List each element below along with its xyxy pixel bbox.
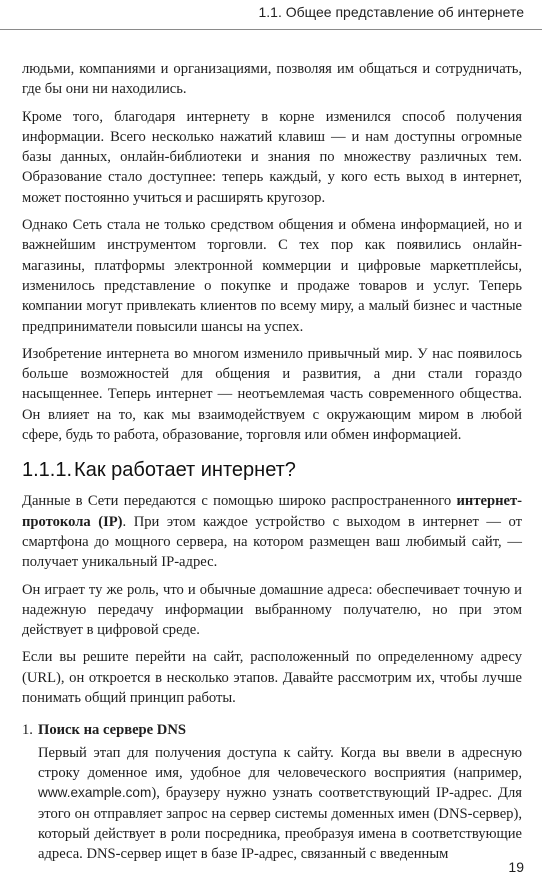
page-body [22,59,522,864]
intro-bold-term: интернет-протокола (IP) [22,493,522,530]
page-number: 19 [508,859,524,875]
step-item [22,720,522,864]
paragraph: Изобретение интернета во многом изменило привычный мир. У нас появилось больше возможностей для общения и развития, а дни стали гораздо насыщеннее. Теперь интернет — неотъемлемая часть современного общества. Он влияет на то, как мы взаимодействуем с окружающим миром в любой сфере, будь то работа, образование, торговля или обмен информацией. [22,345,522,444]
intro-text: Данные в Сети передаются с помощью широко распространенного [22,493,457,510]
section-intro-paragraph [22,491,522,572]
step-number: 1. [22,722,33,739]
section-title: Как работает интернет? [74,459,296,482]
paragraph: Однако Сеть стала не только средством общения и обмена информацией, но и важнейшим инструментом торговли. С тех пор как появились онлайн-магазины, платформы электронной коммерции и цифровые маркетплейсы, изменилось представление о покупке и продаже товаров и услуг. Теперь компании могут привлекать клиентов по всему миру, а малый бизнес и частные предприниматели повысили шансы на успех. [22,217,522,335]
paragraph: Он играет ту же роль, что и обычные домашние адреса: обеспечивает точную и надежную передачу информации выбранному получателю, но при этом действует в цифровой среде. [22,581,522,639]
paragraph: Кроме того, благодаря интернету в корне изменился способ получения информации. Всего несколько нажатий клавиш — и нам доступны огромные базы данных, онлайн-библиотеки и знания по множеству различных тем. Образование стало доступнее: теперь каждый, у кого есть выход в интернет, может постоянно учиться и расширять кругозор. [22,108,522,206]
intro-text: . При этом каждое устройство с выходом в интернет — от смартфона до мощного сервера, на котором размещен ваш любимый сайт, — получает уникальный IP-адрес. [22,513,522,571]
paragraph: людьми, компаниями и организациями, позволяя им общаться и сотрудничать, где бы они ни находились. [22,61,522,98]
paragraph: Если вы решите перейти на сайт, расположенный по определенному адресу (URL), он откроется в несколько этапов. Давайте рассмотрим их, чтобы лучше понимать общий принцип работы. [22,649,522,707]
running-header-title: 1.1. Общее представление об интернете [258,4,524,20]
step-body [38,743,522,865]
example-domain: www.example.com [38,785,152,801]
step-title: Поиск на сервере DNS [38,722,186,739]
step-text: Первый этап для получения доступа к сайту. Когда вы ввели в адресную строку доменное имя, удобное для человеческого восприятия (например, [38,744,522,781]
step-text: ), браузеру нужно узнать соответствующий IP-адрес. Для этого он отправляет запрос на сервер системы доменных имен (DNS-сервер), который действует в роли посредника, преобразуя имена в соответствующие адреса. DNS-сервер ищет в базе IP-адрес, связанный с введенным [38,785,522,863]
section-number: 1.1.1. [22,459,73,482]
section-heading [22,457,522,483]
running-header [0,0,542,30]
